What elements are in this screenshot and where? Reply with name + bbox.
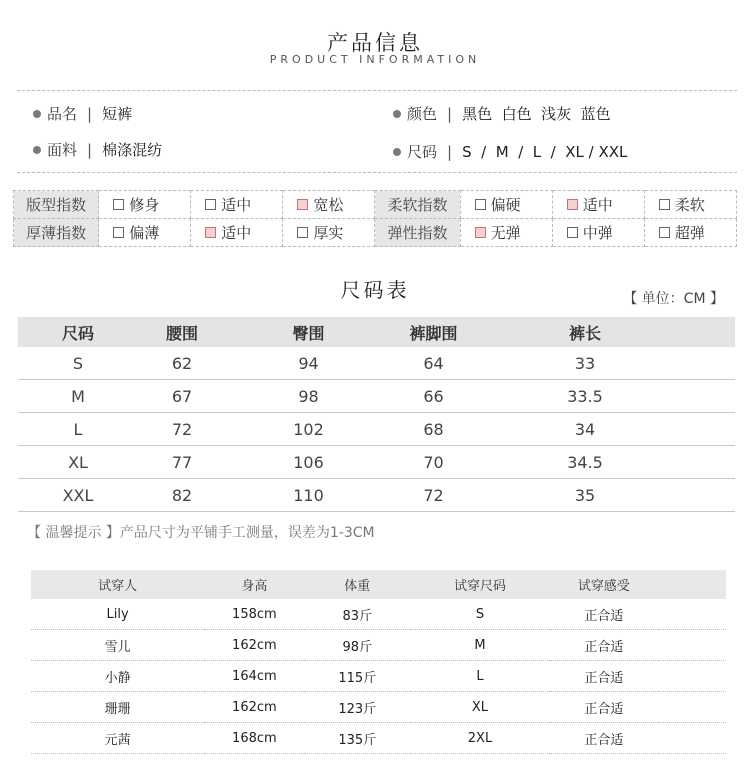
try-cell: 小静	[31, 661, 204, 692]
option-label: 厚实	[313, 224, 344, 242]
size-label: 尺码	[407, 143, 438, 161]
try-cell: 正合适	[550, 630, 658, 661]
try-cell: 正合适	[550, 661, 658, 692]
size-cell: 102	[226, 413, 391, 446]
index-option	[191, 191, 283, 219]
try-header-cell: 试穿感受	[550, 570, 658, 599]
try-cell: M	[410, 630, 550, 661]
try-cell: 83斤	[304, 599, 410, 630]
size-header-cell: 腰围	[138, 317, 226, 347]
info-color	[393, 103, 611, 124]
size-cell: XXL	[18, 479, 138, 512]
index-label: 柔软指数	[375, 191, 460, 219]
try-cell-filler	[658, 692, 726, 723]
page-subtitle: PRODUCT INFORMATION	[269, 53, 481, 66]
try-row	[31, 661, 726, 692]
info-size	[393, 141, 627, 162]
try-cell: 雪儿	[31, 630, 204, 661]
try-cell: 正合适	[550, 692, 658, 723]
checkbox-icon	[113, 227, 124, 238]
checked-box-icon	[567, 199, 578, 210]
option-label: 适中	[582, 196, 613, 214]
color-label: 颜色	[407, 105, 438, 123]
size-row	[18, 413, 735, 446]
size-cell: 106	[226, 446, 391, 479]
size-chart-table	[18, 317, 735, 512]
try-cell: 正合适	[550, 723, 658, 754]
info-fabric	[33, 139, 162, 160]
try-header-cell: 身高	[204, 570, 304, 599]
checked-box-icon	[297, 199, 308, 210]
size-cell: 66	[391, 380, 476, 413]
try-cell: 2XL	[410, 723, 550, 754]
size-cell: 77	[138, 446, 226, 479]
try-cell: 珊珊	[31, 692, 204, 723]
try-cell: Lily	[31, 599, 204, 630]
size-cell: 72	[391, 479, 476, 512]
size-cell: 33.5	[476, 380, 694, 413]
bullet-icon	[393, 110, 401, 118]
option-label: 偏硬	[490, 196, 521, 214]
size-cell: L	[18, 413, 138, 446]
size-cell: 62	[138, 347, 226, 380]
size-cell: 64	[391, 347, 476, 380]
index-option	[99, 219, 191, 247]
tip	[27, 522, 375, 542]
size-cell-filler	[694, 479, 735, 512]
try-header-filler	[658, 570, 726, 599]
try-cell: 正合适	[550, 599, 658, 630]
separator: |	[447, 143, 453, 161]
size-cell: 68	[391, 413, 476, 446]
size-chart-title: 尺码表	[340, 278, 410, 302]
separator: |	[447, 105, 453, 123]
try-cell: 164cm	[204, 661, 304, 692]
index-option	[191, 219, 283, 247]
separator: |	[87, 141, 93, 159]
size-value: S / M / L / XL / XXL	[462, 143, 628, 161]
size-cell-filler	[694, 347, 735, 380]
size-header-cell: 裤长	[476, 317, 694, 347]
size-header-cell: 裤脚围	[391, 317, 476, 347]
try-cell: 162cm	[204, 630, 304, 661]
try-cell: 162cm	[204, 692, 304, 723]
option-label: 偏薄	[129, 224, 160, 242]
checked-box-icon	[475, 227, 486, 238]
try-cell: S	[410, 599, 550, 630]
try-cell: 98斤	[304, 630, 410, 661]
size-header-filler	[694, 317, 735, 347]
size-cell: 67	[138, 380, 226, 413]
index-label: 厚薄指数	[14, 219, 99, 247]
checkbox-icon	[113, 199, 124, 210]
size-cell: 82	[138, 479, 226, 512]
tip-text: 产品尺寸为平铺手工测量，误差为1-3CM	[119, 525, 375, 541]
option-label: 柔软	[674, 196, 705, 214]
fabric-label: 面料	[47, 141, 78, 159]
size-row	[18, 479, 735, 512]
bullet-icon	[33, 110, 41, 118]
size-cell: 110	[226, 479, 391, 512]
try-header-cell: 体重	[304, 570, 410, 599]
option-label: 无弹	[490, 224, 521, 242]
size-cell: M	[18, 380, 138, 413]
size-cell: 33	[476, 347, 694, 380]
separator: |	[87, 105, 93, 123]
try-cell-filler	[658, 723, 726, 754]
option-label: 宽松	[313, 196, 344, 214]
size-cell: 98	[226, 380, 391, 413]
size-row	[18, 347, 735, 380]
fabric-value: 棉涤混纺	[102, 141, 163, 159]
divider-top	[17, 90, 737, 91]
option-label: 超弹	[674, 224, 705, 242]
index-option	[552, 191, 644, 219]
try-row	[31, 599, 726, 630]
size-cell: 70	[391, 446, 476, 479]
size-cell-filler	[694, 446, 735, 479]
bullet-icon	[33, 146, 41, 154]
index-option	[644, 219, 736, 247]
try-cell: 元茜	[31, 723, 204, 754]
try-cell: 168cm	[204, 723, 304, 754]
index-label: 弹性指数	[375, 219, 460, 247]
size-cell: XL	[18, 446, 138, 479]
try-cell-filler	[658, 630, 726, 661]
option-label: 适中	[221, 224, 252, 242]
size-row	[18, 446, 735, 479]
size-cell: S	[18, 347, 138, 380]
bullet-icon	[393, 148, 401, 156]
index-option	[99, 191, 191, 219]
try-row	[31, 692, 726, 723]
name-label: 品名	[47, 105, 78, 123]
name-value: 短裤	[102, 105, 133, 123]
checkbox-icon	[297, 227, 308, 238]
index-option	[460, 219, 552, 247]
try-cell: 123斤	[304, 692, 410, 723]
index-label: 版型指数	[14, 191, 99, 219]
index-row	[14, 191, 737, 219]
color-value: 黑色 白色 浅灰 蓝色	[462, 105, 611, 123]
try-row	[31, 723, 726, 754]
size-cell: 34	[476, 413, 694, 446]
size-cell: 94	[226, 347, 391, 380]
checkbox-icon	[659, 199, 670, 210]
try-cell: L	[410, 661, 550, 692]
fit-index-table	[13, 190, 737, 247]
size-cell-filler	[694, 380, 735, 413]
try-row	[31, 630, 726, 661]
try-on-table	[31, 570, 726, 754]
option-label: 中弹	[582, 224, 613, 242]
info-name	[33, 103, 132, 124]
index-option	[644, 191, 736, 219]
size-cell: 35	[476, 479, 694, 512]
try-header-cell: 试穿人	[31, 570, 204, 599]
option-label: 修身	[129, 196, 160, 214]
checkbox-icon	[659, 227, 670, 238]
index-option	[552, 219, 644, 247]
index-option	[283, 219, 375, 247]
size-cell: 34.5	[476, 446, 694, 479]
size-header-cell: 臀围	[226, 317, 391, 347]
size-cell-filler	[694, 413, 735, 446]
try-cell-filler	[658, 599, 726, 630]
option-label: 适中	[221, 196, 252, 214]
try-cell-filler	[658, 661, 726, 692]
checked-box-icon	[205, 227, 216, 238]
checkbox-icon	[567, 227, 578, 238]
checkbox-icon	[475, 199, 486, 210]
page-title: 产品信息	[327, 31, 423, 55]
divider-bottom	[17, 172, 737, 173]
tip-label: 【 温馨提示 】	[27, 525, 120, 541]
try-cell: 115斤	[304, 661, 410, 692]
index-option	[283, 191, 375, 219]
try-header-cell: 试穿尺码	[410, 570, 550, 599]
unit-label: 【 单位：CM 】	[623, 291, 724, 307]
index-option	[460, 191, 552, 219]
try-cell: XL	[410, 692, 550, 723]
size-header-cell: 尺码	[18, 317, 138, 347]
size-row	[18, 380, 735, 413]
size-cell: 72	[138, 413, 226, 446]
try-cell: 158cm	[204, 599, 304, 630]
try-cell: 135斤	[304, 723, 410, 754]
index-row	[14, 219, 737, 247]
checkbox-icon	[205, 199, 216, 210]
